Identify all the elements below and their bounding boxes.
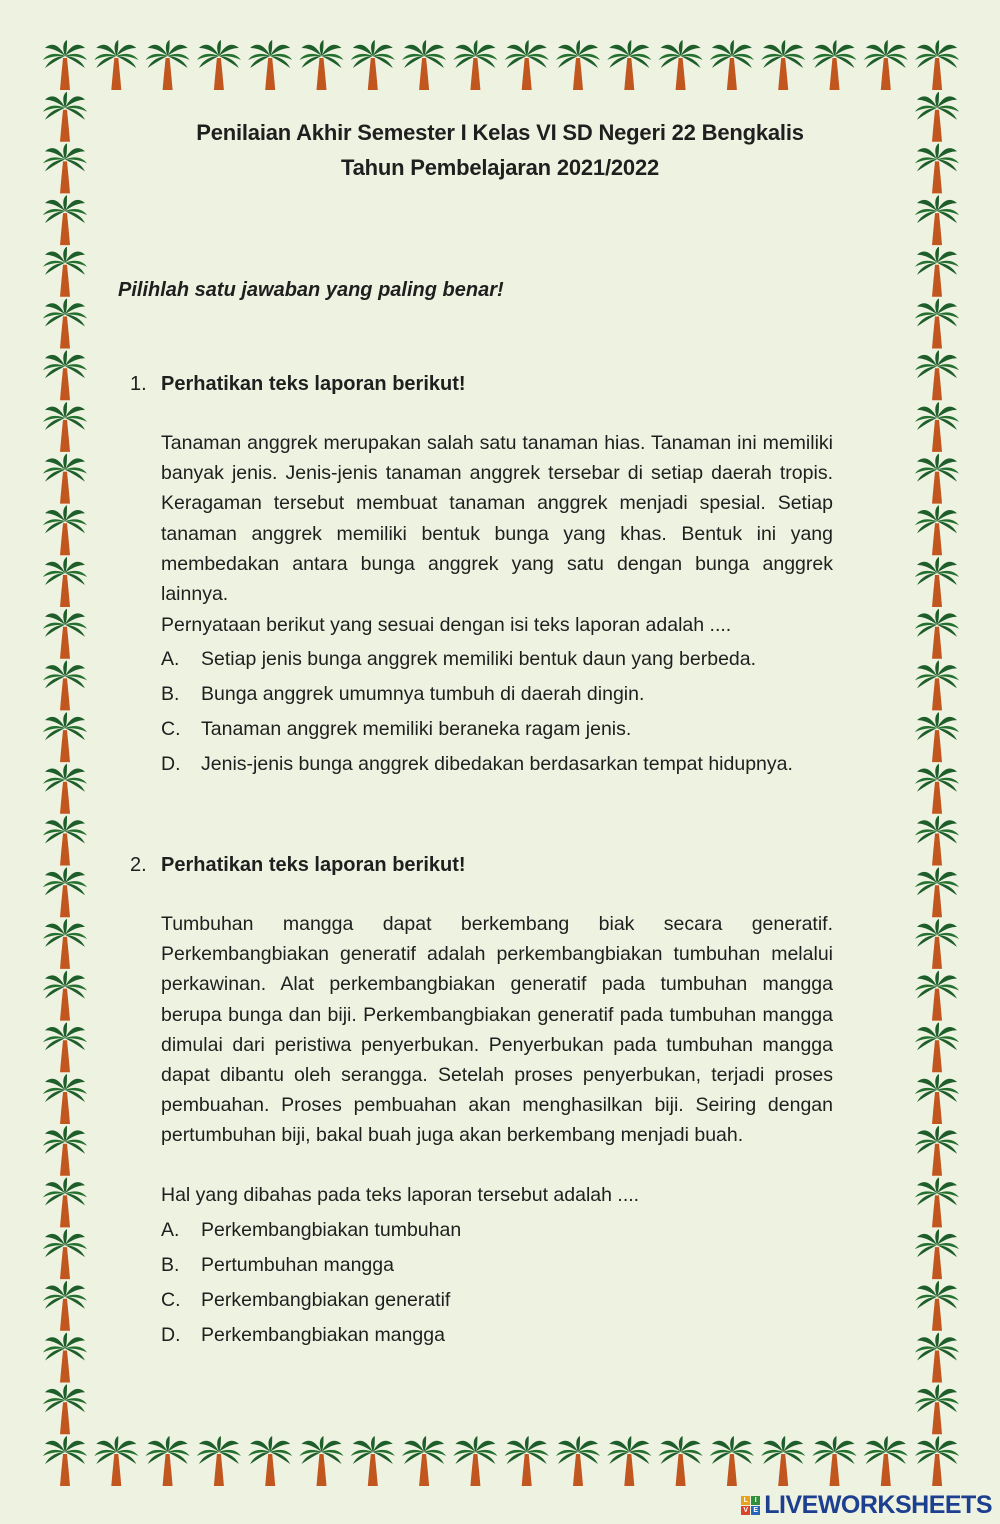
option-d[interactable] (161, 753, 793, 776)
option-text: Tanaman anggrek memiliki beraneka ragam jenis. (201, 718, 632, 740)
option-a[interactable] (161, 648, 756, 671)
palm-tree-icon (915, 402, 959, 452)
logo-letter: I (751, 1496, 760, 1505)
report-passage: Tumbuhan mangga dapat berkembang biak secara generatif. Perkembangbiakan generatif adalah perkembangbiakan tumbuhan melalui perkawinan. Alat perkembangbiakan generatif pada tumbuhan mangga berupa bunga dan biji. Perkembangbiakan generatif pada tumbuhan mangga dimulai dari peristiwa penyerbukan. Penyerbukan pada tumbuhan mangga dapat dibantu oleh serangga. Setelah proses penyerbukan, terjadi proses pembuahan. Proses pembuahan akan menghasilkan biji. Seiring dengan pertumbuhan biji, bakal buah juga akan berkembang menjadi buah. (161, 913, 833, 1147)
palm-tree-icon (43, 1177, 87, 1227)
palm-tree-icon (659, 1436, 703, 1486)
liveworksheets-logo-icon (741, 1496, 760, 1515)
palm-tree-icon (505, 40, 549, 90)
palm-tree-icon (43, 1074, 87, 1124)
option-b[interactable] (161, 1254, 394, 1277)
option-text: Jenis-jenis bunga anggrek dibedakan berdasarkan tempat hidupnya. (201, 753, 793, 775)
question-prompt: Pernyataan berikut yang sesuai dengan isi teks laporan adalah .... (161, 614, 732, 636)
option-c[interactable] (161, 1289, 450, 1312)
palm-tree-icon (197, 1436, 241, 1486)
palm-tree-icon (710, 1436, 754, 1486)
palm-tree-icon (43, 557, 87, 607)
palm-tree-icon (43, 454, 87, 504)
palm-tree-icon (43, 660, 87, 710)
palm-tree-icon (915, 1126, 959, 1176)
palm-tree-icon (915, 1436, 959, 1486)
option-text: Perkembangbiakan tumbuhan (201, 1219, 462, 1241)
palm-tree-icon (915, 350, 959, 400)
palm-tree-icon (915, 1074, 959, 1124)
option-c[interactable] (161, 718, 631, 741)
palm-tree-icon (710, 40, 754, 90)
palm-tree-icon (351, 40, 395, 90)
option-letter: D. (161, 1324, 181, 1346)
palm-tree-icon (813, 1436, 857, 1486)
palm-tree-icon (453, 1436, 497, 1486)
instruction-text: Pilihlah satu jawaban yang paling benar! (118, 279, 504, 301)
palm-tree-icon (43, 1281, 87, 1331)
palm-tree-icon (915, 1177, 959, 1227)
palm-tree-icon (43, 1126, 87, 1176)
palm-tree-icon (300, 40, 344, 90)
option-letter: C. (161, 718, 181, 740)
palm-tree-icon (146, 40, 190, 90)
logo-letter: V (741, 1506, 750, 1515)
palm-tree-icon (659, 40, 703, 90)
option-text: Bunga anggrek umumnya tumbuh di daerah dingin. (201, 683, 645, 705)
palm-tree-icon (505, 1436, 549, 1486)
palm-tree-icon (607, 1436, 651, 1486)
palm-tree-icon (607, 40, 651, 90)
palm-tree-icon (146, 1436, 190, 1486)
palm-tree-icon (915, 454, 959, 504)
option-text: Perkembangbiakan generatif (201, 1289, 451, 1311)
option-text: Pertumbuhan mangga (201, 1254, 394, 1276)
logo-letter: E (751, 1506, 760, 1515)
palm-tree-icon (915, 609, 959, 659)
palm-tree-icon (43, 40, 87, 90)
palm-tree-icon (864, 1436, 908, 1486)
palm-tree-icon (43, 1229, 87, 1279)
liveworksheets-brand[interactable] (741, 1492, 992, 1518)
palm-tree-icon (300, 1436, 344, 1486)
option-d[interactable] (161, 1324, 445, 1347)
palm-tree-icon (915, 919, 959, 969)
palm-tree-icon (197, 40, 241, 90)
palm-tree-icon (915, 557, 959, 607)
palm-tree-icon (556, 40, 600, 90)
option-text: Perkembangbiakan mangga (201, 1324, 445, 1346)
palm-tree-icon (43, 1384, 87, 1434)
palm-tree-icon (43, 816, 87, 866)
page-subtitle: Tahun Pembelajaran 2021/2022 (340, 155, 660, 180)
option-letter: B. (161, 1254, 180, 1276)
palm-tree-icon (43, 971, 87, 1021)
palm-tree-icon (915, 247, 959, 297)
palm-tree-icon (248, 40, 292, 90)
option-letter: D. (161, 753, 181, 775)
option-letter: A. (161, 1219, 180, 1241)
palm-tree-icon (915, 505, 959, 555)
palm-tree-icon (43, 350, 87, 400)
palm-tree-icon (915, 1022, 959, 1072)
palm-tree-icon (761, 1436, 805, 1486)
palm-tree-icon (813, 40, 857, 90)
palm-tree-icon (915, 660, 959, 710)
logo-letter: L (741, 1496, 750, 1505)
palm-tree-icon (915, 40, 959, 90)
palm-tree-icon (453, 40, 497, 90)
option-b[interactable] (161, 683, 644, 706)
palm-tree-icon (43, 195, 87, 245)
palm-tree-icon (94, 40, 138, 90)
question-prompt: Hal yang dibahas pada teks laporan tersebut adalah .... (161, 1184, 640, 1206)
palm-tree-icon (915, 1229, 959, 1279)
option-letter: B. (161, 683, 180, 705)
palm-tree-icon (915, 1384, 959, 1434)
palm-tree-icon (43, 764, 87, 814)
palm-tree-icon (915, 867, 959, 917)
palm-tree-icon (43, 247, 87, 297)
palm-tree-icon (43, 505, 87, 555)
page-title: Penilaian Akhir Semester I Kelas VI SD Negeri 22 Bengkalis (196, 120, 804, 145)
palm-tree-icon (402, 1436, 446, 1486)
palm-tree-icon (915, 764, 959, 814)
report-passage: Tanaman anggrek merupakan salah satu tanaman hias. Tanaman ini memiliki banyak jenis. Jenis-jenis tanaman anggrek tersebar di setiap daerah tropis. Keragaman tersebut membuat tanaman anggrek menjadi spesial. Setiap tanaman anggrek memiliki bentuk bunga yang khas. Bentuk ini yang membedakan antara bunga anggrek yang satu dengan bunga anggrek lainnya. (161, 432, 833, 606)
question-heading: Perhatikan teks laporan berikut! (161, 854, 466, 876)
palm-tree-icon (43, 867, 87, 917)
palm-tree-icon (915, 1281, 959, 1331)
palm-tree-icon (43, 1436, 87, 1486)
palm-tree-icon (43, 919, 87, 969)
option-text: Setiap jenis bunga anggrek memiliki bentuk daun yang berbeda. (201, 648, 757, 670)
option-a[interactable] (161, 1219, 461, 1242)
question-heading: Perhatikan teks laporan berikut! (161, 373, 466, 395)
palm-tree-icon (43, 1333, 87, 1383)
palm-tree-icon (43, 402, 87, 452)
palm-tree-icon (43, 712, 87, 762)
question-number: 1. (130, 373, 147, 395)
brand-name: LIVEWORKSHEETS (764, 1490, 992, 1519)
palm-tree-icon (43, 1022, 87, 1072)
palm-tree-icon (915, 299, 959, 349)
option-letter: C. (161, 1289, 181, 1311)
palm-tree-icon (864, 40, 908, 90)
palm-tree-icon (248, 1436, 292, 1486)
palm-tree-icon (915, 971, 959, 1021)
palm-tree-icon (351, 1436, 395, 1486)
palm-tree-icon (915, 712, 959, 762)
palm-tree-icon (915, 195, 959, 245)
palm-tree-icon (915, 1333, 959, 1383)
question-number: 2. (130, 854, 147, 876)
palm-tree-icon (556, 1436, 600, 1486)
palm-tree-icon (94, 1436, 138, 1486)
palm-tree-icon (43, 609, 87, 659)
palm-tree-icon (43, 299, 87, 349)
palm-tree-icon (915, 816, 959, 866)
palm-tree-icon (761, 40, 805, 90)
palm-tree-icon (402, 40, 446, 90)
option-letter: A. (161, 648, 180, 670)
